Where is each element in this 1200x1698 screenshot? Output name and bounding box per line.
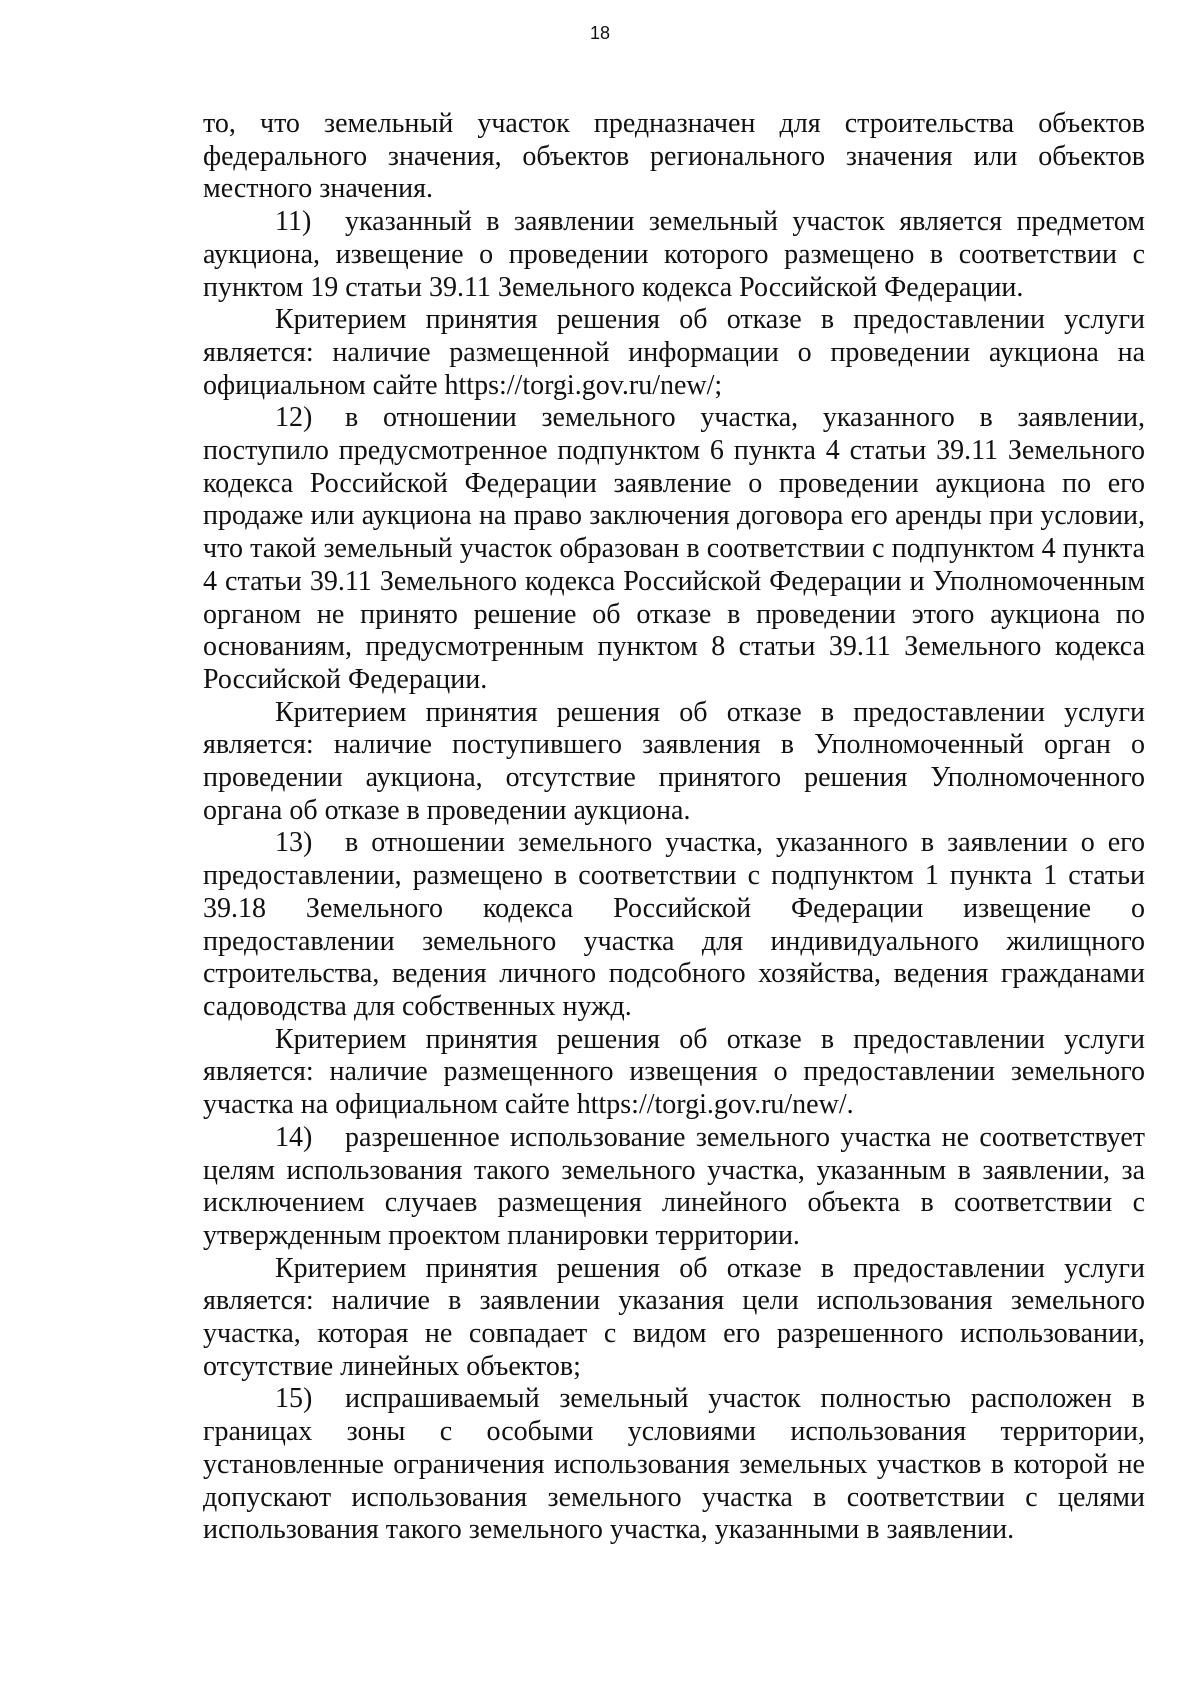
- paragraph-text: Критерием принятия решения об отказе в предоставлении услуги является: наличие поступившего заявления в Уполномоченный орган о проведении аукциона, отсутствие принятого решения Уполномоченного органа об отказе в проведении аукциона.: [203, 696, 1145, 826]
- item-number: 14): [275, 1121, 313, 1153]
- page-number: 18: [589, 23, 611, 43]
- list-item-15: [203, 1383, 1145, 1547]
- criterion-paragraph: [203, 1024, 1145, 1122]
- list-item-13: [203, 827, 1145, 1023]
- list-item-12: [203, 402, 1145, 696]
- paragraph-text: в отношении земельного участка, указанного в заявлении о его предоставлении, размещено в соответствии с подпунктом 1 пункта 1 статьи 39.18 Земельного кодекса Российской Федерации извещение о предоставлении земельного участка для индивидуального жилищного строительства, ведения личного подсобного хозяйства, ведения гражданами садоводства для собственных нужд.: [203, 827, 1145, 1022]
- paragraph-text: Критерием принятия решения об отказе в предоставлении услуги является: наличие в заявлении указания цели использования земельного участка, которая не совпадает с видом его разрешенного использовании, отсутствие линейных объектов;: [203, 1252, 1145, 1382]
- paragraph-text: испрашиваемый земельный участок полностью расположен в границах зоны с особыми условиями использования территории, установленные ограничения использования земельных участков в которой не допускают использования земельного участка в соответствии с целями использования такого земельного участка, указанными в заявлении.: [203, 1383, 1145, 1546]
- item-number: 15): [275, 1383, 313, 1415]
- paragraph-text: то, что земельный участок предназначен для строительства объектов федерального значения, объектов регионального значения или объектов местного значения.: [203, 108, 1145, 205]
- item-number: 13): [275, 827, 313, 859]
- criterion-paragraph: [203, 697, 1145, 828]
- paragraph-text: Критерием принятия решения об отказе в предоставлении услуги является: наличие размещенного извещения о предоставлении земельного участка на официальном сайте https://torgi.gov.ru/new/.: [203, 1023, 1145, 1121]
- criterion-paragraph: [203, 1253, 1145, 1384]
- criterion-paragraph: [203, 304, 1145, 402]
- paragraph-continuation: [203, 108, 1145, 206]
- paragraph-text: разрешенное использование земельного участка не соответствует целям использования такого земельного участка, указанным в заявлении, за исключением случаев размещения линейного объекта в соответствии с утвержденным проектом планировки территории.: [203, 1121, 1145, 1251]
- list-item-14: [203, 1122, 1145, 1253]
- paragraph-text: Критерием принятия решения об отказе в предоставлении услуги является: наличие размещенной информации о проведении аукциона на официальном сайте https://torgi.gov.ru/new/;: [203, 304, 1145, 401]
- list-item-11: [203, 206, 1145, 304]
- paragraph-text: указанный в заявлении земельный участок является предметом аукциона, извещение о проведении которого размещено в соответствии с пунктом 19 статьи 39.11 Земельного кодекса Российской Федерации.: [203, 206, 1145, 303]
- item-number: 12): [275, 402, 313, 434]
- document-body: [203, 108, 1145, 1547]
- paragraph-text: в отношении земельного участка, указанного в заявлении, поступило предусмотренное подпунктом 6 пункта 4 статьи 39.11 Земельного кодекса Российской Федерации заявление о проведении аукциона по его продаже или аукциона на право заключения договора его аренды при условии, что такой земельный участок образован в соответствии с подпунктом 4 пункта 4 статьи 39.11 Земельного кодекса Российской Федерации и Уполномоченным органом не принято решение об отказе в проведении этого аукциона по основаниям, предусмотренным пунктом 8 статьи 39.11 Земельного кодекса Российской Федерации.: [203, 402, 1145, 695]
- item-number: 11): [275, 206, 312, 238]
